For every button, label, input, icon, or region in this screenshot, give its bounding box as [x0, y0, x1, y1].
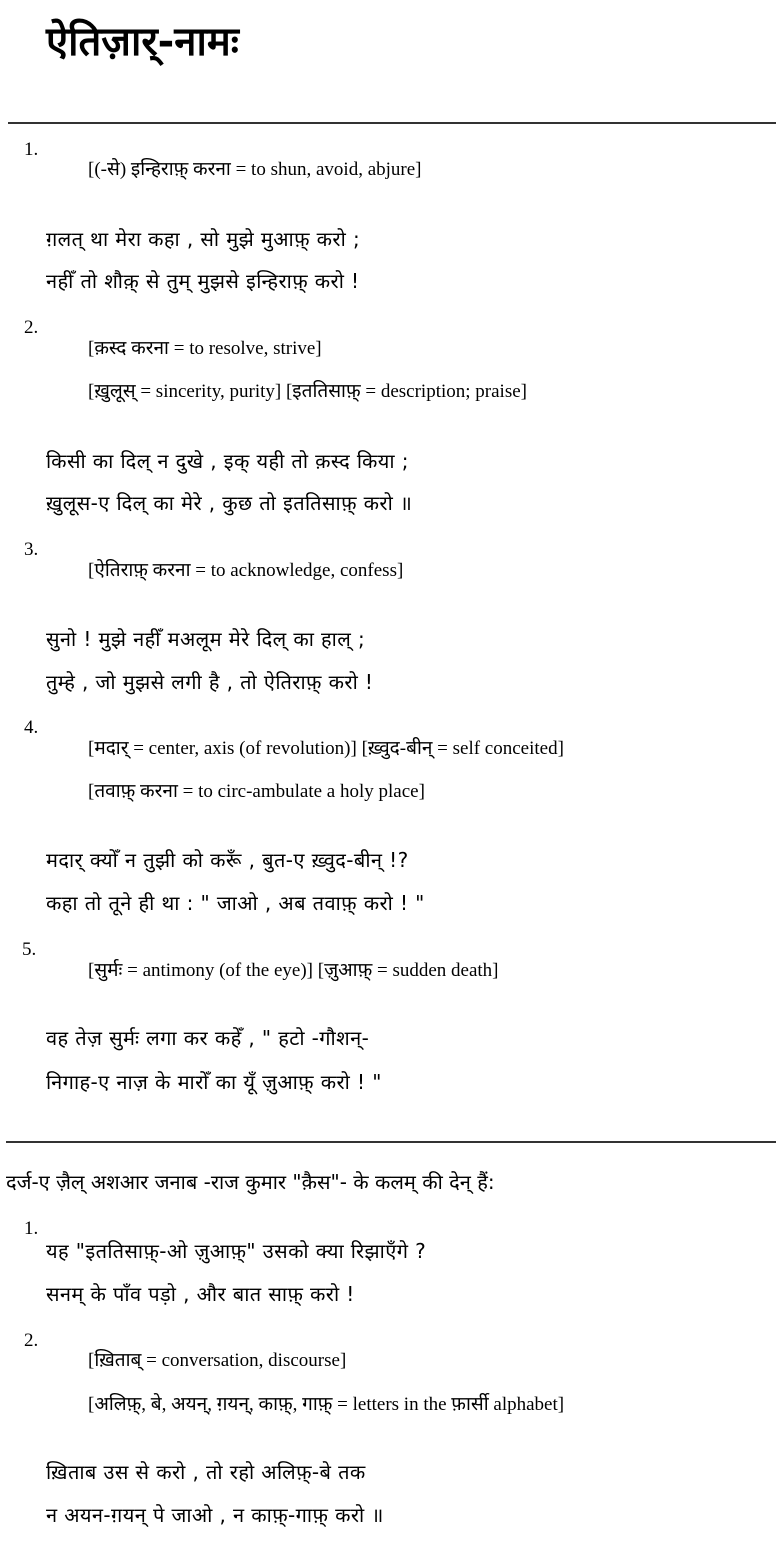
gloss-line: [तवाफ़् करना = to circ-ambulate a holy place]: [88, 781, 425, 802]
verse-line: ख़ुलूस-ए दिल् का मेरे , कुछ तो इततिसाफ़् करो ॥: [46, 491, 413, 515]
section-number: 2.: [24, 317, 39, 338]
verse-line: तुम्हे , जो मुझसे लगी है , तो ऐतिराफ़् करो !: [46, 670, 374, 694]
gloss-line: [मदार् = center, axis (of revolution)] [ख़्वुद-बीन् = self conceited]: [88, 738, 564, 759]
gloss-line: [सुर्मः = antimony (of the eye)] [ज़ुआफ़् = sudden death]: [88, 960, 499, 981]
gloss-line: [ख़िताब् = conversation, discourse]: [88, 1350, 347, 1371]
section-number: 2.: [24, 1330, 39, 1351]
page-title: ऐतिज़ार्-नामः: [46, 19, 239, 65]
section-number: 5.: [22, 939, 37, 960]
verse-line: ग़लत् था मेरा कहा , सो मुझे मुआफ़् करो ;: [46, 227, 361, 251]
gloss-line: [अलिफ़्, बे, अयन्, ग़यन्, काफ़्, गाफ़् = letters in the फ़ार्सी alphabet]: [88, 1394, 565, 1415]
verse-line: किसी का दिल् न दुखे , इक् यही तो क़स्द किया ;: [46, 449, 409, 473]
gloss-line: [ख़ुलूस् = sincerity, purity] [इततिसाफ़् = description; praise]: [88, 381, 527, 402]
verse-line: निगाह-ए नाज़ के मारोँ का यूँ ज़ुआफ़् करो ! ": [46, 1070, 382, 1094]
section-number: 1.: [24, 139, 39, 160]
verse-line: मदार् क्योँ न तुझी को करूँ , बुत-ए ख़्वुद-बीन् !?: [46, 848, 409, 872]
verse-line: यह "इततिसाफ़्-ओ ज़ुआफ़्" उसको क्या रिझाएँगे ?: [46, 1239, 427, 1263]
verse-line: कहा तो तूने ही था : " जाओ , अब तवाफ़् करो ! ": [46, 891, 425, 915]
verse-line: सनम् के पाँव पड़ो , और बात साफ़् करो !: [46, 1282, 355, 1306]
title-divider: [8, 122, 776, 124]
section-divider: [6, 1141, 776, 1143]
verse-line: वह तेज़ सुर्मः लगा कर कहेँ , " हटो -गौशन्-: [46, 1026, 370, 1050]
gloss-line: [(-से) इन्हिराफ़् करना = to shun, avoid, abjure]: [88, 159, 422, 180]
gloss-line: [क़स्द करना = to resolve, strive]: [88, 338, 322, 359]
verse-line: न अयन-ग़यन् पे जाओ , न काफ़्-गाफ़् करो ॥: [46, 1503, 384, 1527]
section-number: 1.: [24, 1218, 39, 1239]
verse-line: सुनो ! मुझे नहीँ मअलूम मेरे दिल् का हाल् ;: [46, 627, 366, 651]
section-number: 3.: [24, 539, 39, 560]
verse-line: ख़िताब उस से करो , तो रहो अलिफ़्-बे तक: [46, 1460, 366, 1484]
gloss-line: [ऐतिराफ़् करना = to acknowledge, confess]: [88, 560, 404, 581]
section-number: 4.: [24, 717, 39, 738]
intro-line: दर्ज-ए ज़ैल् अशआर जनाब -राज कुमार "क़ैस"- के कलम् की देन् हैं:: [6, 1170, 495, 1194]
verse-line: नहीँ तो शौक़् से तुम् मुझसे इन्हिराफ़् करो !: [46, 269, 360, 293]
